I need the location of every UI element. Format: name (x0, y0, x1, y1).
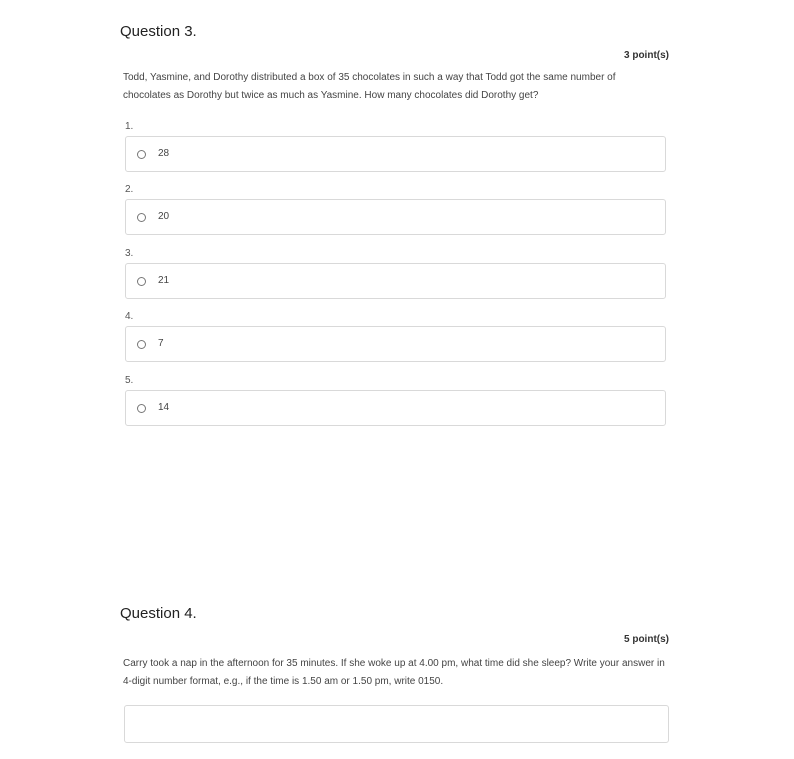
option-label: 14 (158, 402, 170, 413)
radio-button[interactable] (137, 150, 146, 159)
radio-button[interactable] (137, 404, 146, 413)
radio-button[interactable] (137, 277, 146, 286)
question-points: 3 point(s) (624, 50, 669, 61)
option-label: 7 (158, 338, 164, 349)
radio-button[interactable] (137, 213, 146, 222)
radio-button[interactable] (137, 340, 146, 349)
question-title: Question 3. (120, 23, 197, 40)
answer-option-3[interactable] (125, 263, 666, 299)
option-number: 1. (125, 121, 134, 132)
question-text: Carry took a nap in the afternoon for 35 minutes. If she woke up at 4.00 pm, what time did she sleep? Write your answer in 4-digit number format, e.g., if the time is 1.50 am or 1.50 pm, write 0150. (123, 658, 665, 687)
answer-option-2[interactable] (125, 199, 666, 235)
question-text: Todd, Yasmine, and Dorothy distributed a box of 35 chocolates in such a way that Todd got the same number of chocolates as Dorothy but twice as much as Yasmine. How many chocolates did Dorothy get? (123, 72, 616, 101)
answer-option-5[interactable] (125, 390, 666, 426)
option-number: 4. (125, 311, 134, 322)
option-number: 3. (125, 248, 134, 259)
option-label: 28 (158, 148, 170, 159)
option-number: 5. (125, 375, 134, 386)
answer-option-4[interactable] (125, 326, 666, 362)
answer-option-1[interactable] (125, 136, 666, 172)
question-points: 5 point(s) (624, 634, 669, 645)
option-label: 21 (158, 275, 170, 286)
option-label: 20 (158, 211, 170, 222)
option-number: 2. (125, 184, 134, 195)
answer-input[interactable] (124, 705, 669, 743)
question-title: Question 4. (120, 605, 197, 622)
